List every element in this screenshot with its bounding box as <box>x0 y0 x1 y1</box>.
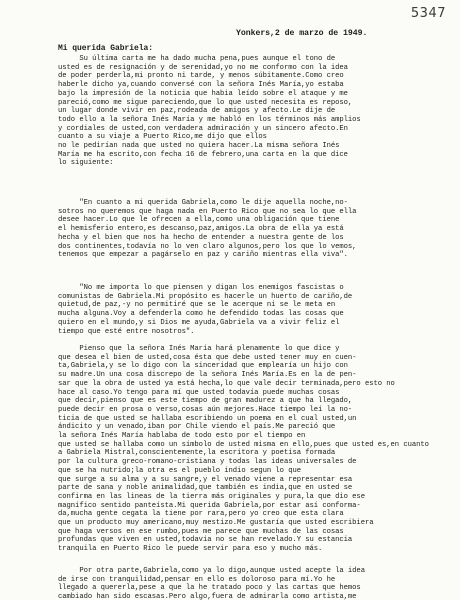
letter-salutation: Mi querida Gabriela: <box>58 44 154 53</box>
letter-quote-2: "No me importa lo que piensen y digan los enemigos fascistas o comunistas de Gabriela.Mi propósito es hacerle un huerto de cariño,de quietud,de paz,-y no permitiré que se le acerque ni se le meta en mucha alguna.Voy a defenderla como he defendido todas las cosas que quiero en el mundo,y si Dios me ayuda,Gabriela va a vivir feliz el tiempo que esté entre nosotros". <box>58 284 353 336</box>
letter-quote-1: "En cuanto a mi querida Gabriela,como le dije aquella noche,no- sotros no queremos que haga nada en Puerto Rico que no sea lo que ella desee hacer.Lo que le ofrecen a ella,como una obligación que tiene el hemisferio entero,es descanso,paz,amigos.La obra de ella ya está hecha y el bien que nos ha hecho de entender a nuestra gente de los dos continentes,todavía no lo ven claro algunos,pero los que lo vemos, tenemos que empezar a pagárselo en paz y cariño mientras ella viva". <box>58 199 357 260</box>
letter-paragraph-2: Pienso que la señora Inés María hará plenamente lo que dice y que desea el bien de usted,cosa ésta que debe usted tener muy en cuen- ta,Gabriela,y se lo digo con la sinceridad que emplearía un hijo con su madre.Un una cosa discrepo de la señora Inés María.Es en la de pen- sar que la obra de usted ya está hecha,lo que vale decir terminada,pero esto no hace al caso.Yo tengo para mí que usted todavía puede muchas cosas que decir,pienso que es este tiempo de gran madurez a que ha llegado, puede decir en prosa o verso,cosas aún mejores.Hace tiempo leí la no- ticia de que usted se hallaba escribiendo un poema en el cual usted,un ándicito y un venado,iban por Chile viendo el país.Me pareció que la señora Inés María hablaba de todo esto por el tiempo en que usted se hallaba como un símbolo de usted misma en ello,pues que usted es,en cuanto a Gabriela Mistral,conscientemente,la escritora y poetisa formada por la cultura greco-romano-cristiana y todas las ideas universales de que se ha nutrido;la otra es el pueblo indio segun lo que que surge a su alma y a su sangre,y el venado viene a representar esa parte de sana y noble animalidad,que también es india,que en usted se confirma en las lineas de la tierra más originales y pura,la que dio ese magnífico sentido panteísta.Mi querida Gabriela,por estar así conforma- da,mucha gente cegata la tiene por rara,pero yo creo que esta clara que un producto muy americano,muy mestizo.Me gustaría que usted escribiera que haga versos en ese rumbo,pues me parece que muchas de las cosas profundas que viven en usted,todavía no se han revelado.Y su estancia tranquila en Puerto Rico le puede servir para eso y mucho más. <box>58 345 429 554</box>
letter-paragraph-1: Su última carta me ha dado mucha pena,pues aunque el tono de usted es de resignación y de serenidad,yo no me conformo con la idea de poder perderla,mi pronto ni tarde, y menos súbitamente.Como creo haberle dicho ya,cuando conversé con la señora Inés María,yo estaba bajo la impresión de la noticia que habia leído sobre el ataque y me pareció,como me sigue pareciendo,que lo que usted necesita es reposo, un lugar donde vivir en paz,rodeada de amigos y afecto.Le dije de todo ello a la señora Inés María y me habló en los términos más amplios y cordiales de usted,con verdadera admiración y un sincero afecto.En cuanto a su viaje a Puerto Rico,me dijo que ellos no le pedirían nada que usted no quiera hacer.La misma señora Inés María me ha escrito,con fecha 16 de febrero,una carta en la que dice lo siguiente: <box>58 55 361 168</box>
letter-dateline: Yonkers,2 de marzo de 1949. <box>236 29 368 38</box>
letter-paragraph-3: Por otra parte,Gabriela,como ya lo digo,aunque usted acepte la idea de irse con tranquilidad,pensar en ello es doloroso para mí.Yo he llegado a quererla,pese a que la he tratado poco y las cartas que hemos cambiado han sido escasas.Pero algo,fuera de admirarla como artista,me <box>58 567 365 602</box>
archive-number: 5347 <box>410 6 446 21</box>
